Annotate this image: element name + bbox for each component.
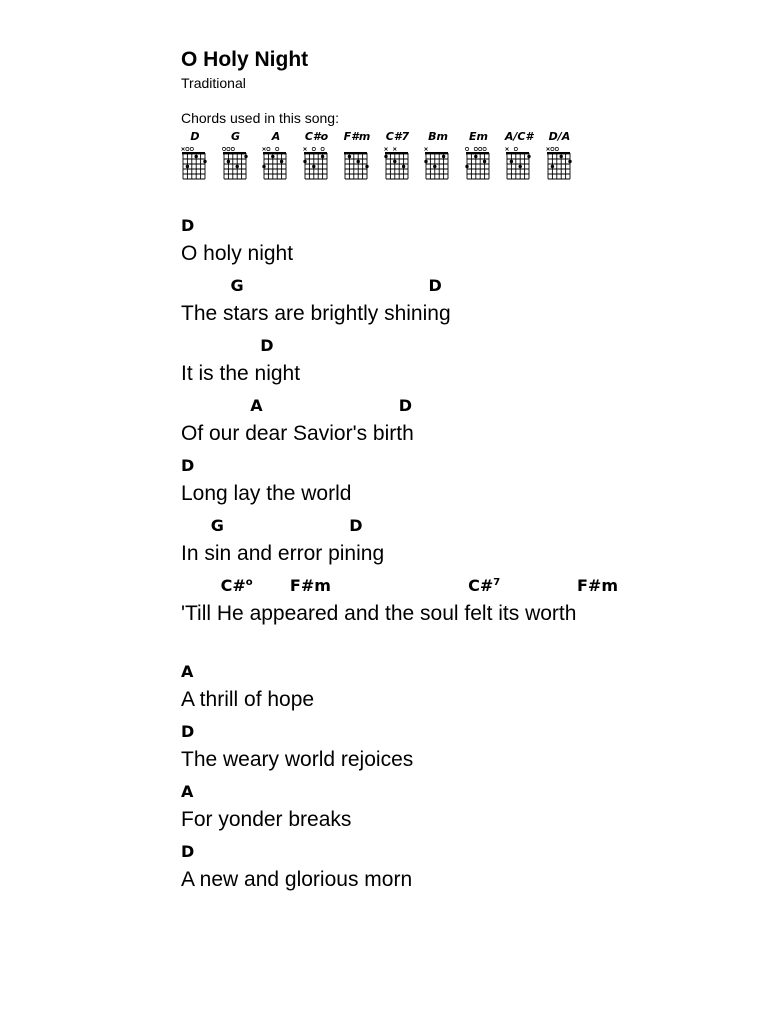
open-string-marker (555, 147, 558, 150)
chord-name (349, 516, 362, 536)
nut (506, 152, 529, 154)
fretboard-icon (262, 146, 288, 182)
fretboard-icon (222, 146, 248, 182)
muted-string-marker (303, 148, 306, 151)
nut (182, 152, 205, 154)
chord-root: C# (220, 576, 246, 595)
finger-dot (280, 160, 283, 163)
chord-root: G (210, 516, 224, 535)
chord-diagram-name: Em (469, 130, 488, 143)
open-string-marker (465, 147, 468, 150)
open-string-marker (190, 147, 193, 150)
chord-name (211, 516, 224, 536)
chord-name (181, 722, 194, 742)
finger-dot (303, 160, 306, 163)
open-string-marker (186, 147, 189, 150)
chord-root: D (428, 276, 442, 295)
open-string-marker (514, 147, 517, 150)
chord-line (181, 394, 741, 419)
muted-string-marker (425, 148, 428, 151)
chord-diagram-name: F#m (343, 130, 371, 143)
finger-dot (312, 165, 315, 168)
chord-extension: 7 (493, 577, 501, 588)
chord-diagram-name: C#o (304, 130, 329, 143)
open-string-marker (226, 147, 229, 150)
finger-dot (527, 155, 530, 158)
open-string-marker (231, 147, 234, 150)
chord-diagram-name: A/C# (504, 130, 534, 143)
lyric-line: The stars are brightly shining (181, 302, 451, 325)
finger-dot (442, 155, 445, 158)
chord-name (181, 216, 194, 236)
chord-diagram-name: D (190, 130, 200, 143)
chord-diagram-name: D/A (548, 130, 571, 143)
chord-root: F#m (577, 576, 619, 595)
lyric-line: The weary world rejoices (181, 748, 414, 771)
finger-dot (186, 165, 189, 168)
chord-root: D (181, 216, 195, 235)
fretboard-icon (343, 146, 369, 182)
finger-dot (357, 160, 360, 163)
chord-name (231, 276, 244, 296)
lyric-line: In sin and error pining (181, 542, 385, 565)
chord-name (290, 576, 331, 596)
chord-diagram (384, 128, 414, 184)
chord-root: D (260, 336, 274, 355)
chord-root: G (230, 276, 244, 295)
finger-dot (365, 165, 368, 168)
chord-name (399, 396, 412, 416)
chord-diagram (465, 128, 495, 184)
finger-dot (568, 160, 571, 163)
chord-root: A (250, 396, 263, 415)
chord-name (468, 576, 500, 596)
lyric-line: 'Till He appeared and the soul felt its worth (181, 602, 577, 625)
song-subtitle: Traditional (181, 75, 246, 91)
open-string-marker (474, 147, 477, 150)
open-string-marker (478, 147, 481, 150)
fretboard-icon (546, 146, 572, 182)
chord-root: D (181, 456, 195, 475)
chord-root: D (181, 842, 195, 861)
muted-string-marker (506, 148, 509, 151)
verse-gap (181, 634, 741, 660)
open-string-marker (312, 147, 315, 150)
chord-diagram (505, 128, 535, 184)
finger-dot (203, 160, 206, 163)
chord-line (181, 840, 741, 865)
song-body (181, 214, 741, 900)
finger-dot (320, 155, 323, 158)
chord-name (181, 782, 193, 802)
chord-line (181, 720, 741, 745)
nut (425, 152, 448, 154)
finger-dot (519, 165, 522, 168)
finger-dot (465, 165, 468, 168)
finger-dot (235, 165, 238, 168)
muted-string-marker (263, 148, 266, 151)
chord-name (429, 276, 442, 296)
lyric-line: A new and glorious morn (181, 868, 413, 891)
chord-diagram (181, 128, 211, 184)
open-string-marker (321, 147, 324, 150)
chord-diagram-name: A (271, 130, 281, 143)
chord-root: F#m (289, 576, 331, 595)
nut (466, 152, 489, 154)
chord-root: A (181, 782, 194, 801)
finger-dot (244, 155, 247, 158)
fretboard-icon (384, 146, 410, 182)
chord-diagram (546, 128, 576, 184)
chord-root: D (181, 722, 195, 741)
lyric-line: Long lay the world (181, 482, 352, 505)
nut (263, 152, 286, 154)
finger-dot (510, 160, 513, 163)
fretboard-icon (465, 146, 491, 182)
nut (547, 152, 570, 154)
chord-diagram (343, 128, 373, 184)
chord-line (181, 274, 741, 299)
finger-dot (393, 160, 396, 163)
chord-name (221, 576, 253, 596)
chord-diagram-name: G (230, 130, 241, 143)
finger-dot (271, 155, 274, 158)
open-string-marker (276, 147, 279, 150)
finger-dot (559, 155, 562, 158)
song-title: O Holy Night (181, 48, 309, 71)
open-string-marker (550, 147, 553, 150)
lyric-line: It is the night (181, 362, 301, 385)
chord-line (181, 660, 741, 685)
finger-dot (433, 165, 436, 168)
lyric-line: Of our dear Savior's birth (181, 422, 414, 445)
chord-name (577, 576, 618, 596)
finger-dot (424, 160, 427, 163)
chord-diagram (262, 128, 292, 184)
finger-dot (226, 160, 229, 163)
song-sheet (181, 0, 741, 1024)
nut (304, 152, 327, 154)
chord-line (181, 214, 741, 239)
finger-dot (401, 165, 404, 168)
fretboard-icon (303, 146, 329, 182)
chord-diagram-name: C#7 (385, 130, 410, 143)
lyric-line: O holy night (181, 242, 294, 265)
chord-diagram (424, 128, 454, 184)
chord-name (181, 456, 194, 476)
muted-string-marker (384, 148, 387, 151)
fretboard-icon (505, 146, 531, 182)
chord-line (181, 454, 741, 479)
open-string-marker (483, 147, 486, 150)
finger-dot (474, 155, 477, 158)
nut (385, 152, 408, 154)
chord-root: D (398, 396, 413, 415)
lyric-line: For yonder breaks (181, 808, 352, 831)
chord-diagram (303, 128, 333, 184)
chord-root: D (349, 516, 363, 535)
muted-string-marker (393, 148, 396, 151)
chord-line (181, 780, 741, 805)
finger-dot (262, 165, 265, 168)
chord-diagram (222, 128, 252, 184)
finger-dot (550, 165, 553, 168)
nut (344, 152, 367, 154)
chord-name (181, 842, 194, 862)
chord-diagram-name: Bm (428, 130, 448, 143)
finger-dot (384, 155, 387, 158)
chord-line (181, 514, 741, 539)
chord-name (250, 396, 262, 416)
chord-root: A (181, 662, 194, 681)
chords-used-label: Chords used in this song: (181, 110, 339, 126)
fretboard-icon (181, 146, 207, 182)
nut (223, 152, 246, 154)
lyric-line: A thrill of hope (181, 688, 315, 711)
finger-dot (195, 155, 198, 158)
chord-name (260, 336, 273, 356)
muted-string-marker (182, 148, 185, 151)
muted-string-marker (546, 148, 549, 151)
chord-extension: o (245, 577, 253, 588)
chord-line (181, 574, 741, 599)
chord-diagrams (181, 128, 581, 188)
chord-line (181, 334, 741, 359)
finger-dot (482, 160, 485, 163)
chord-name (181, 662, 193, 682)
open-string-marker (267, 147, 270, 150)
finger-dot (348, 155, 351, 158)
open-string-marker (222, 147, 225, 150)
fretboard-icon (424, 146, 450, 182)
chord-root: C# (468, 576, 494, 595)
